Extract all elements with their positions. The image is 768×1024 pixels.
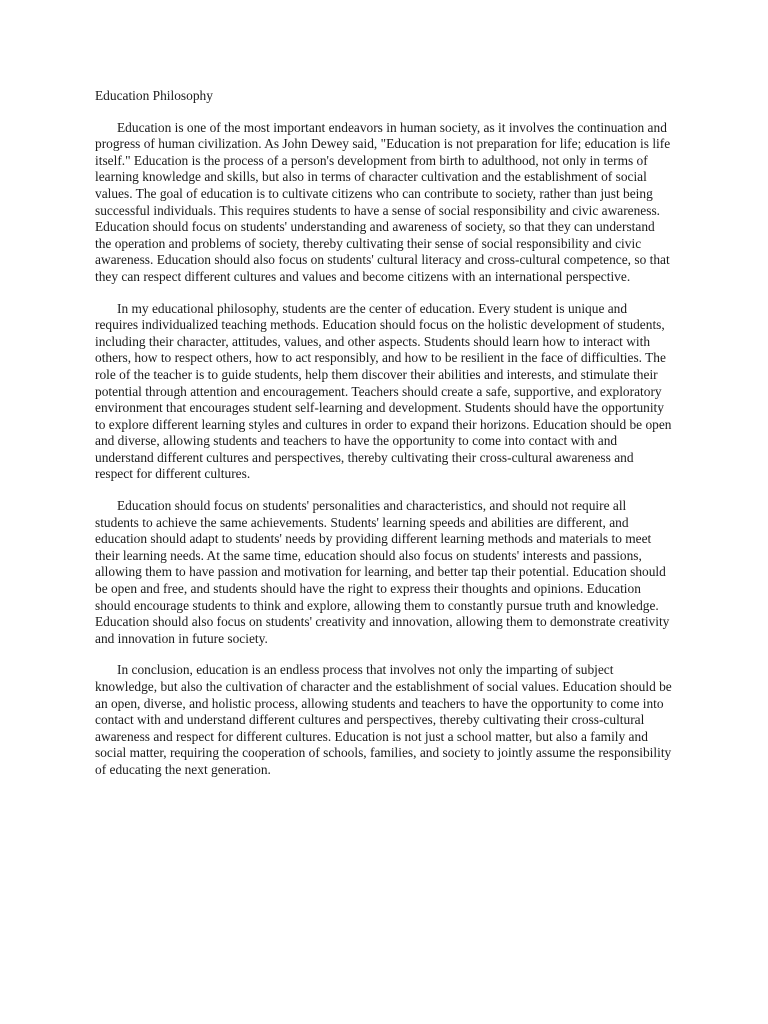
paragraph-individual-differences: Education should focus on students' personalities and characteristics, and should not require all students to achieve the same achievements. Students' learning speeds and abilities are different, and education should adapt to students' needs by providing different learning methods and materials to meet their learning needs. At the same time, education should also focus on students' interests and passions, allowing them to have passion and motivation for learning, and better tap their potential. Education should be open and free, and students should have the right to express their thoughts and opinions. Education should encourage students to think and explore, allowing them to constantly pursue truth and knowledge. Education should also focus on students' creativity and innovation, allowing them to demonstrate creativity and innovation in future society. (95, 498, 670, 646)
paragraph-introduction: Education is one of the most important endeavors in human society, as it involves the continuation and progress of human civilization. As John Dewey said, "Education is not preparation for life; education is life itself." Education is the process of a person's development from birth to adulthood, not only in terms of learning knowledge and skills, but also in terms of character cultivation and the establishment of social values. The goal of education is to cultivate citizens who can contribute to society, rather than just being successful individuals. This requires students to have a sense of social responsibility and civic awareness. Education should focus on students' understanding and awareness of society, so that they can understand the operation and problems of society, thereby cultivating their sense of social responsibility and civic awareness. Education should also focus on students' cultural literacy and cross-cultural competence, so that they can respect different cultures and values and become citizens with an international perspective. (95, 119, 671, 284)
paragraph-conclusion: In conclusion, education is an endless process that involves not only the imparting of subject knowledge, but also the cultivation of character and the establishment of social values. Education should be an open, diverse, and holistic process, allowing students and teachers to have the opportunity to come into contact with and understand different cultures and perspectives, thereby cultivating their cross-cultural awareness and respect for different cultures. Education is not just a school matter, but also a family and social matter, requiring the cooperation of schools, families, and society to jointly assume the responsibility of educating the next generation. (95, 662, 672, 777)
document-title: Education Philosophy (95, 88, 213, 103)
paragraph-student-centered: In my educational philosophy, students are the center of education. Every student is unique and requires individualized teaching methods. Education should focus on the holistic development of students, including their character, attitudes, values, and other aspects. Students should learn how to interact with others, how to respect others, how to act responsibly, and how to be resilient in the face of difficulties. The role of the teacher is to guide students, help them discover their abilities and interests, and stimulate their potential through attention and encouragement. Teachers should create a safe, supportive, and exploratory environment that encourages student self-learning and development. Students should have the opportunity to explore different learning styles and cultures in order to expand their horizons. Education should be open and diverse, allowing students and teachers to have the opportunity to come into contact with and understand different cultures and perspectives, thereby cultivating their cross-cultural awareness and respect for different cultures. (95, 300, 672, 482)
